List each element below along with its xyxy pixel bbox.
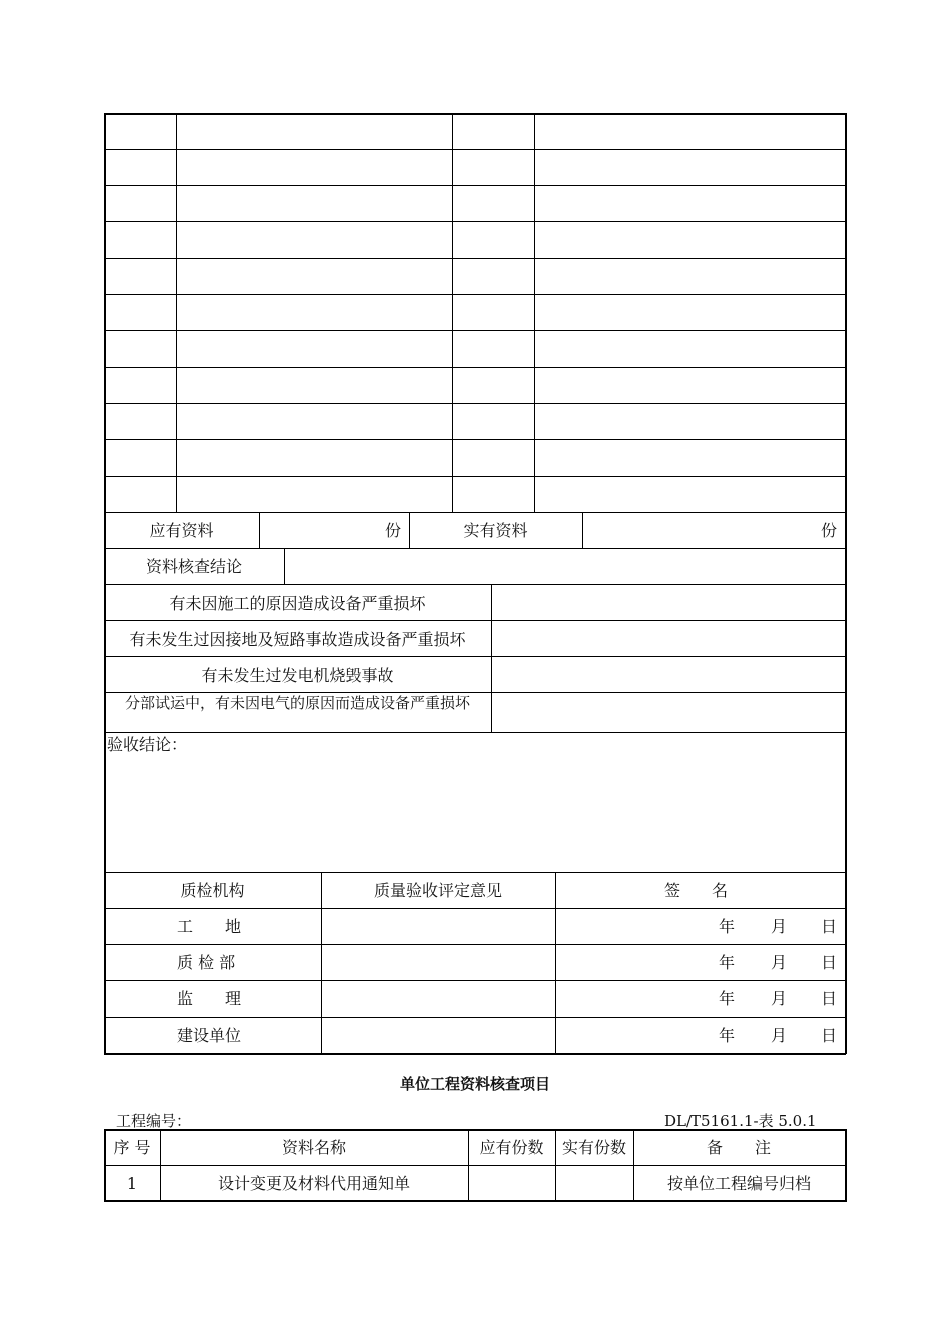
date-month: 月 xyxy=(771,1026,788,1045)
question-2: 有未发生过因接地及短路事故造成设备严重损坏 xyxy=(129,630,466,649)
header-name: 资料名称 xyxy=(281,1138,346,1157)
header-expected: 应有份数 xyxy=(479,1138,544,1157)
sign-row-org: 监 理 xyxy=(177,989,242,1008)
date-month: 月 xyxy=(771,953,788,972)
table-bottom-border xyxy=(104,1053,846,1055)
question-1: 有未因施工的原因造成设备严重损坏 xyxy=(169,594,426,613)
sign-header-opinion: 质量验收评定意见 xyxy=(373,881,502,900)
docs-expected-unit: 份 xyxy=(384,521,401,540)
section-title: 单位工程资料核查项目 xyxy=(399,1075,550,1093)
question-4: 分部试运中，有未因电气的原因而造成设备严重损坏 xyxy=(124,694,470,712)
docs-actual-label: 实有资料 xyxy=(463,521,528,540)
date-day: 日 xyxy=(821,989,838,1008)
date-month: 月 xyxy=(771,917,788,936)
sign-row-org: 工 地 xyxy=(177,917,242,936)
date-month: 月 xyxy=(771,989,788,1008)
sign-header-signature: 签 名 xyxy=(664,881,729,900)
table-top-border xyxy=(104,113,846,115)
date-year: 年 xyxy=(719,953,736,972)
sign-row-org: 建设单位 xyxy=(177,1026,242,1045)
row-name: 设计变更及材料代用通知单 xyxy=(217,1174,410,1193)
project-no-label: 工程编号： xyxy=(116,1112,192,1130)
docs-conclusion-label: 资料核查结论 xyxy=(145,557,242,576)
docs-expected-label: 应有资料 xyxy=(149,521,214,540)
header-note: 备 注 xyxy=(706,1138,771,1157)
row-note: 按单位工程编号归档 xyxy=(666,1174,811,1193)
date-day: 日 xyxy=(821,953,838,972)
date-year: 年 xyxy=(719,989,736,1008)
row-no: 1 xyxy=(126,1174,138,1193)
standard-ref: DL/T5161.1-表 5.0.1 xyxy=(664,1112,817,1130)
date-day: 日 xyxy=(821,1026,838,1045)
sign-header-org: 质检机构 xyxy=(180,881,245,900)
acceptance-label: 验收结论： xyxy=(107,735,188,754)
header-actual: 实有份数 xyxy=(561,1138,626,1157)
docs-actual-unit: 份 xyxy=(820,521,837,540)
sign-row-org: 质 检 部 xyxy=(177,953,236,972)
date-day: 日 xyxy=(821,917,838,936)
question-3: 有未发生过发电机烧毁事故 xyxy=(201,666,394,685)
date-year: 年 xyxy=(719,1026,736,1045)
header-no: 序 号 xyxy=(113,1138,151,1157)
date-year: 年 xyxy=(719,917,736,936)
